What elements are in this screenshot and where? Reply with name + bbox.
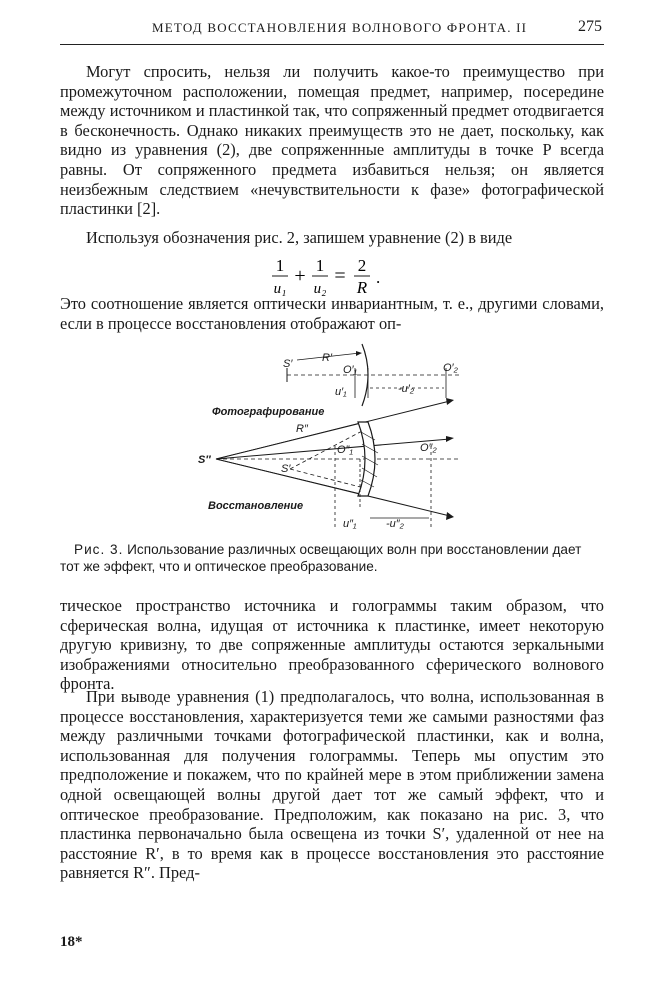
paragraph-1: Могут спросить, нельзя ли получить какое-то преимущество при промежуточном расположении, помещая предмет, например, посередине между источником и пластинкой так, что сопряженный предмет отодвигается в бесконечность. Однако никаких преимуществ это не дает, поскольку, как видно из уравнения (2), две сопряженнные амплитуды в точке P всегда равны. От сопряженного предмета избавиться нельзя; он является неизбежным следствием «нечувствительности к фазе» фотографической пластинки [2]. xyxy=(60,62,604,219)
eq-num-3: 2 xyxy=(357,256,367,275)
eq-den-2: u₂ xyxy=(313,281,327,297)
label-restoration: Восстановление xyxy=(208,500,304,512)
label-u2-prime: -u′₂ xyxy=(398,383,415,395)
figure-caption xyxy=(60,541,604,575)
label-s-prime-lower: S′ xyxy=(281,463,291,475)
page-number: 275 xyxy=(578,18,602,35)
eq-den-3: R xyxy=(356,278,368,297)
eq-period: . xyxy=(376,268,381,287)
paragraph-4: тическое пространство источника и голограммы таким образом, что сферическая волна, идущая от источника к пластинке, имеет некоторую другую кривизну, то две сопряженные амплитуды остаются зеркальными изображениями относительно преобразованного сферического волнового фронта. xyxy=(60,596,604,694)
paragraph-3: Это соотношение является оптически инвариантным, т. е., другими словами, если в процессе восстановления отображают оп- xyxy=(60,294,604,333)
eq-num-2: 1 xyxy=(315,256,325,275)
label-photography: Фотографирование xyxy=(212,406,325,418)
signature-mark: 18* xyxy=(60,934,83,950)
label-s-prime: S′ xyxy=(283,358,293,370)
label-o2-dprime: O″₂ xyxy=(420,442,437,454)
label-s-dprime: S″ xyxy=(198,454,211,466)
header-title: МЕТОД ВОССТАНОВЛЕНИЯ ВОЛНОВОГО ФРОНТА. II xyxy=(152,20,528,35)
eq-den-1: u₁ xyxy=(273,281,287,297)
label-r-prime: R′ xyxy=(322,352,333,364)
paragraph-5: При выводе уравнения (1) предполагалось, что волна, использованная в процессе восстановления, характеризуется теми же самыми разностями фаз между различными точками фотографической пластинки, как и волна, использованная для получения голограммы. Теперь мы опустим это предположение и покажем, что по крайней мере в этом приближении замена одной освещающей волны другой дает тот же самый эффект, что и оптическое преобразование. Предположим, как показано на рис. 3, что пластинка первоначально была освещена из точки S′, удаленной от нее на расстояние R′, в то время как в процессе восстановления это расстояние равняется R″. Пред- xyxy=(60,687,604,883)
label-u2-dprime: -u″₂ xyxy=(386,518,404,530)
caption-prefix: Рис. 3. xyxy=(74,542,124,557)
label-u1-prime: u′₁ xyxy=(335,386,347,398)
label-o1-dprime: O″₁ xyxy=(337,444,353,456)
figure-3-diagram xyxy=(150,340,470,536)
running-header xyxy=(60,18,604,45)
eq-equals: = xyxy=(334,265,346,287)
eq-num-1: 1 xyxy=(275,256,285,275)
caption-text: Использование различных освещающих волн при восстановлении дает тот же эффект, что и оптическое преобразование. xyxy=(60,542,582,574)
eq-plus: + xyxy=(294,265,306,287)
lower-plate xyxy=(358,422,375,496)
label-r-dprime: R″ xyxy=(296,423,308,435)
label-o1-prime: O′₁ xyxy=(343,364,358,376)
label-o2-prime: O′₂ xyxy=(443,362,458,374)
label-u1-dprime: u″₁ xyxy=(343,518,357,530)
equation-lens xyxy=(270,253,400,299)
paragraph-2: Используя обозначения рис. 2, запишем уравнение (2) в виде xyxy=(86,228,513,247)
